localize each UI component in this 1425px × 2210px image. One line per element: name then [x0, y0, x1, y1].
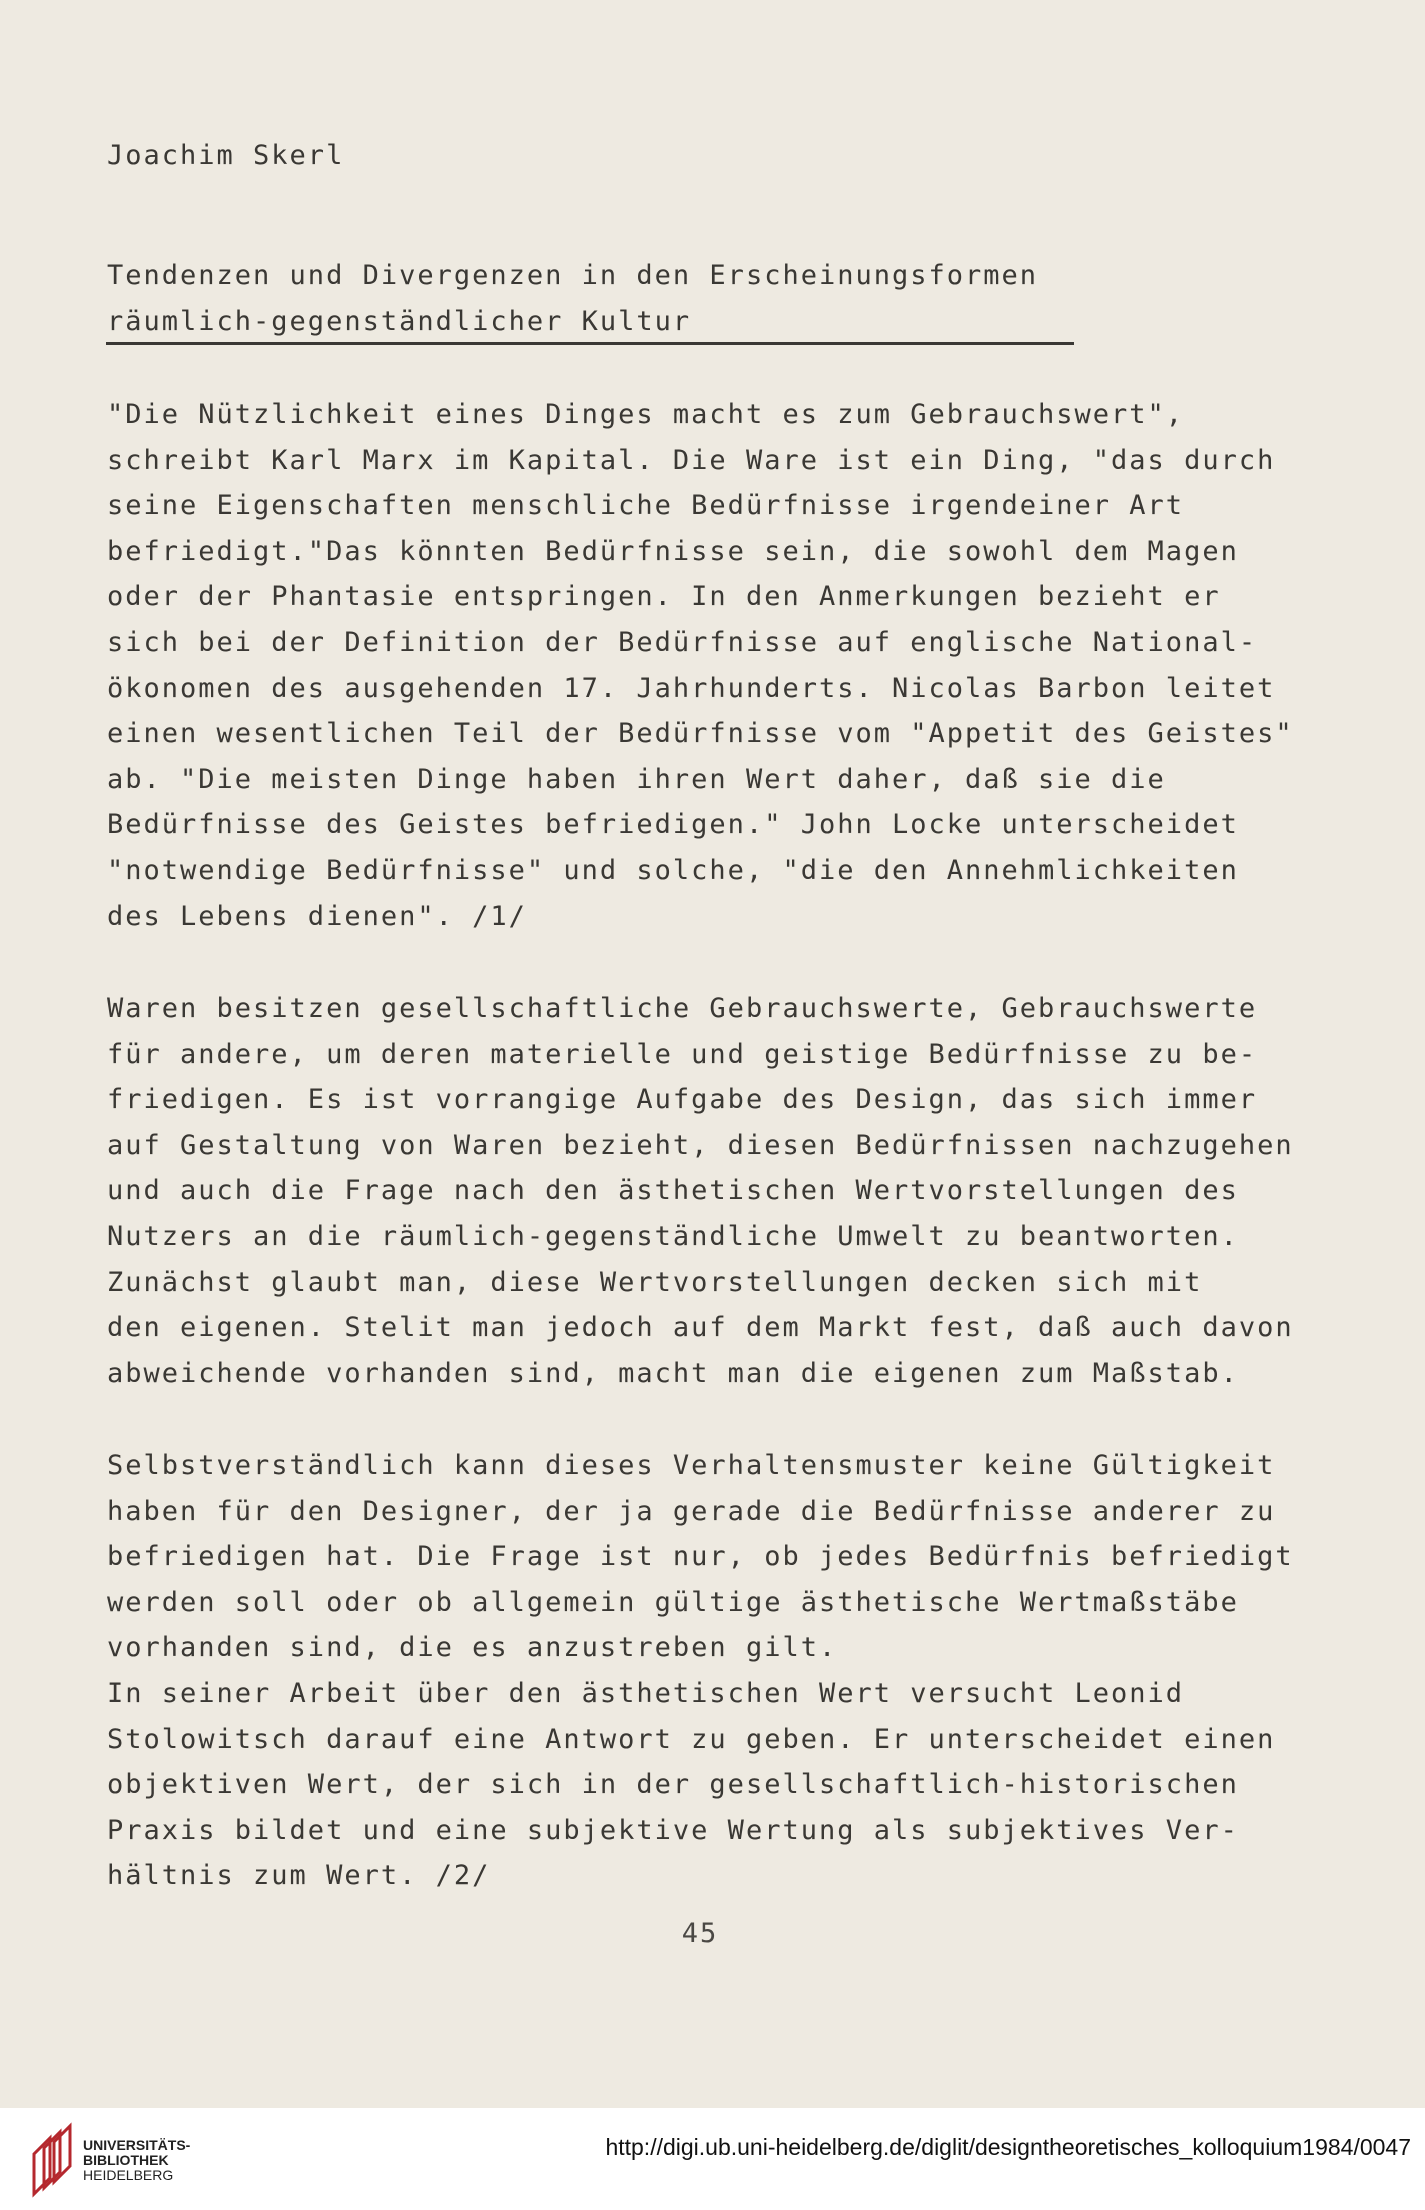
page-number: 45 [681, 1918, 719, 1949]
text-line: objektiven Wert, der sich in der gesellschaftlich-historischen [107, 1769, 1239, 1801]
text-line: ab. "Die meisten Dinge haben ihren Wert daher, daß sie die [107, 763, 1166, 795]
text-line: werden soll oder ob allgemein gültige ästhetische Wertmaßstäbe [107, 1586, 1239, 1618]
paragraph-2 [107, 986, 1294, 1396]
text-line: "Die Nützlichkeit eines Dinges macht es zum Gebrauchswert", [107, 399, 1185, 430]
text-line: sich bei der Definition der Bedürfnisse auf englische National- [107, 626, 1258, 658]
text-line: Selbstverständlich kann dieses Verhaltensmuster keine Gültigkeit [107, 1450, 1276, 1481]
logo-text-line-1: UNIVERSITÄTS- [83, 2137, 191, 2153]
title-line-1: Tendenzen und Divergenzen in den Erscheinungsformen [107, 260, 1039, 291]
logo-text-line-2: BIBLIOTHEK [83, 2152, 169, 2168]
text-line: haben für den Designer, der ja gerade die Bedürfnisse anderer zu [107, 1495, 1276, 1527]
text-line: für andere, um deren materielle und geistige Bedürfnisse zu be- [107, 1038, 1258, 1070]
text-line: Nutzers an die räumlich-gegenständliche Umwelt zu beantworten. [107, 1220, 1239, 1252]
text-line: In seiner Arbeit über den ästhetischen Wert versucht Leonid [107, 1677, 1185, 1709]
text-line: friedigen. Es ist vorrangige Aufgabe des Design, das sich immer [107, 1084, 1258, 1116]
text-line: Praxis bildet und eine subjektive Wertung als subjektives Ver- [107, 1814, 1239, 1846]
text-line: ökonomen des ausgehenden 17. Jahrhunderts. Nicolas Barbon leitet [107, 672, 1276, 704]
text-line: Bedürfnisse des Geistes befriedigen." John Locke unterscheidet [107, 809, 1239, 841]
library-logo-text [83, 2138, 190, 2183]
university-library-logo-icon [30, 2118, 74, 2198]
paragraph-3 [107, 1443, 1294, 1899]
logo-text-line-3: HEIDELBERG [83, 2167, 174, 2183]
text-line: hältnis zum Wert. /2/ [107, 1860, 491, 1892]
text-line: einen wesentlichen Teil der Bedürfnisse vom "Appetit des Geistes" [107, 718, 1294, 750]
title-underline [106, 342, 1074, 345]
text-line: auf Gestaltung von Waren bezieht, diesen Bedürfnissen nachzugehen [107, 1129, 1294, 1161]
footer-bar [0, 2108, 1425, 2210]
text-line: befriedigen hat. Die Frage ist nur, ob jedes Bedürfnis befriedigt [107, 1541, 1294, 1573]
text-line: den eigenen. Stelit man jedoch auf dem Markt fest, daß auch davon [107, 1312, 1294, 1344]
text-line: seine Eigenschaften menschliche Bedürfnisse irgendeiner Art [107, 490, 1185, 522]
paragraph-1 [107, 392, 1294, 939]
title-line-2: räumlich-gegenständlicher Kultur [107, 306, 692, 337]
text-line: abweichende vorhanden sind, macht man die eigenen zum Maßstab. [107, 1357, 1239, 1389]
text-line: oder der Phantasie entspringen. In den Anmerkungen bezieht er [107, 581, 1221, 613]
text-line: Stolowitsch darauf eine Antwort zu geben. Er unterscheidet einen [107, 1723, 1276, 1755]
text-line: schreibt Karl Marx im Kapital. Die Ware ist ein Ding, "das durch [107, 444, 1276, 476]
text-line: und auch die Frage nach den ästhetischen Wertvorstellungen des [107, 1175, 1239, 1207]
text-line: vorhanden sind, die es anzustreben gilt. [107, 1632, 838, 1664]
text-line: des Lebens dienen". /1/ [107, 900, 527, 932]
text-line: Waren besitzen gesellschaftliche Gebrauchswerte, Gebrauchswerte [107, 993, 1258, 1024]
permalink-url[interactable]: http://digi.ub.uni-heidelberg.de/diglit/designtheoretisches_kolloquium1984/0047 [605, 2134, 1411, 2160]
author-name: Joachim Skerl [107, 140, 345, 171]
text-line: Zunächst glaubt man, diese Wertvorstellungen decken sich mit [107, 1266, 1203, 1298]
text-line: "notwendige Bedürfnisse" und solche, "die den Annehmlichkeiten [107, 854, 1239, 886]
text-line: befriedigt."Das könnten Bedürfnisse sein, die sowohl dem Magen [107, 535, 1239, 567]
